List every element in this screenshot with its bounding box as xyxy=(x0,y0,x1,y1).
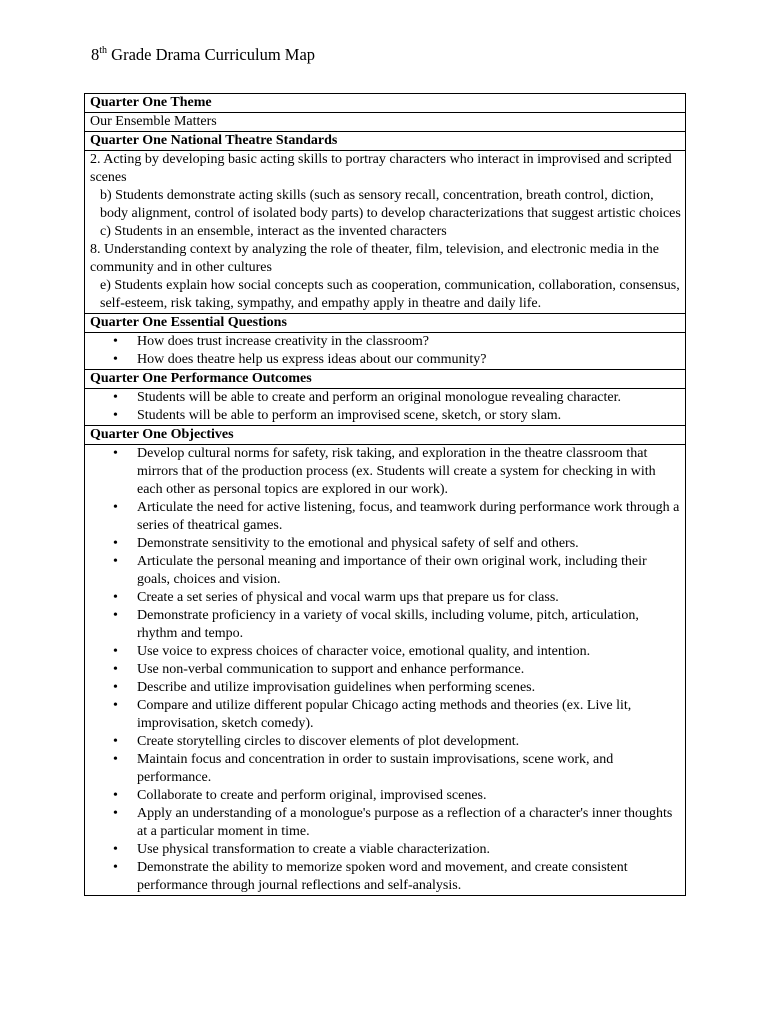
title-text: Grade Drama Curriculum Map xyxy=(107,45,316,64)
list-item: • Demonstrate sensitivity to the emotional and physical safety of self and others. xyxy=(137,535,681,553)
questions-list xyxy=(90,333,681,369)
outcomes-heading: Quarter One Performance Outcomes xyxy=(85,370,686,389)
list-item: • Students will be able to perform an improvised scene, sketch, or story slam. xyxy=(137,407,681,425)
theme-value-row xyxy=(85,113,686,132)
standard-item: 2. Acting by developing basic acting skills to portray characters who interact in improvised and scripted scenes xyxy=(90,152,672,185)
list-item: • Demonstrate the ability to memorize spoken word and movement, and create consistent performance through journal reflections and self-analysis. xyxy=(137,859,681,895)
objectives-list xyxy=(90,445,681,895)
standard-subitem: b) Students demonstrate acting skills (such as sensory recall, concentration, breath control, diction, body alignment, control of isolated body parts) to develop characterizations that suggest artistic choices xyxy=(100,188,681,221)
questions-body-row xyxy=(85,333,686,370)
objectives-body xyxy=(85,445,686,896)
outcomes-body xyxy=(85,389,686,426)
list-item: • Create storytelling circles to discover elements of plot development. xyxy=(137,733,681,751)
list-item: • Describe and utilize improvisation guidelines when performing scenes. xyxy=(137,679,681,697)
standards-body-row xyxy=(85,151,686,314)
theme-heading: Quarter One Theme xyxy=(85,94,686,113)
questions-heading-row xyxy=(85,314,686,333)
objectives-body-row xyxy=(85,445,686,896)
list-item: • Students will be able to create and perform an original monologue revealing character. xyxy=(137,389,681,407)
objectives-heading-row xyxy=(85,426,686,445)
list-item: • Use non-verbal communication to support and enhance performance. xyxy=(137,661,681,679)
theme-value: Our Ensemble Matters xyxy=(85,113,686,132)
standard-item: 8. Understanding context by analyzing the role of theater, film, television, and electronic media in the community and in other cultures xyxy=(90,242,659,275)
page-title xyxy=(91,45,315,65)
list-item: • Apply an understanding of a monologue's purpose as a reflection of a character's inner thoughts at a particular moment in time. xyxy=(137,805,681,841)
curriculum-table xyxy=(84,93,686,896)
list-item: • Use voice to express choices of character voice, emotional quality, and intention. xyxy=(137,643,681,661)
list-item: • Articulate the personal meaning and importance of their own original work, including their goals, choices and vision. xyxy=(137,553,681,589)
outcomes-heading-row xyxy=(85,370,686,389)
standard-subitem: e) Students explain how social concepts such as cooperation, communication, collaboration, consensus, self-esteem, risk taking, sympathy, and empathy apply in theatre and daily life. xyxy=(100,278,680,311)
objectives-heading: Quarter One Objectives xyxy=(85,426,686,445)
questions-body xyxy=(85,333,686,370)
standard-subitem: c) Students in an ensemble, interact as the invented characters xyxy=(100,224,447,239)
outcomes-list xyxy=(90,389,681,425)
questions-heading: Quarter One Essential Questions xyxy=(85,314,686,333)
list-item: • How does theatre help us express ideas about our community? xyxy=(137,351,681,369)
list-item: • Maintain focus and concentration in order to sustain improvisations, scene work, and performance. xyxy=(137,751,681,787)
list-item: • Articulate the need for active listening, focus, and teamwork during performance work through a series of theatrical games. xyxy=(137,499,681,535)
theme-heading-row xyxy=(85,94,686,113)
title-grade-superscript: th xyxy=(99,44,108,56)
list-item: • Compare and utilize different popular Chicago acting methods and theories (ex. Live lit, improvisation, sketch comedy). xyxy=(137,697,681,733)
title-grade-number: 8 xyxy=(91,45,100,64)
list-item: • Develop cultural norms for safety, risk taking, and exploration in the theatre classroom that mirrors that of the production process (ex. Students will create a system for checking in with each other as personal topics are explored in our work). xyxy=(137,445,681,499)
list-item: • Use physical transformation to create a viable characterization. xyxy=(137,841,681,859)
standards-heading-row xyxy=(85,132,686,151)
list-item: • Collaborate to create and perform original, improvised scenes. xyxy=(137,787,681,805)
list-item: • Demonstrate proficiency in a variety of vocal skills, including volume, pitch, articulation, rhythm and tempo. xyxy=(137,607,681,643)
list-item: • Create a set series of physical and vocal warm ups that prepare us for class. xyxy=(137,589,681,607)
standards-body xyxy=(85,151,686,314)
outcomes-body-row xyxy=(85,389,686,426)
list-item: • How does trust increase creativity in the classroom? xyxy=(137,333,681,351)
standards-heading: Quarter One National Theatre Standards xyxy=(85,132,686,151)
